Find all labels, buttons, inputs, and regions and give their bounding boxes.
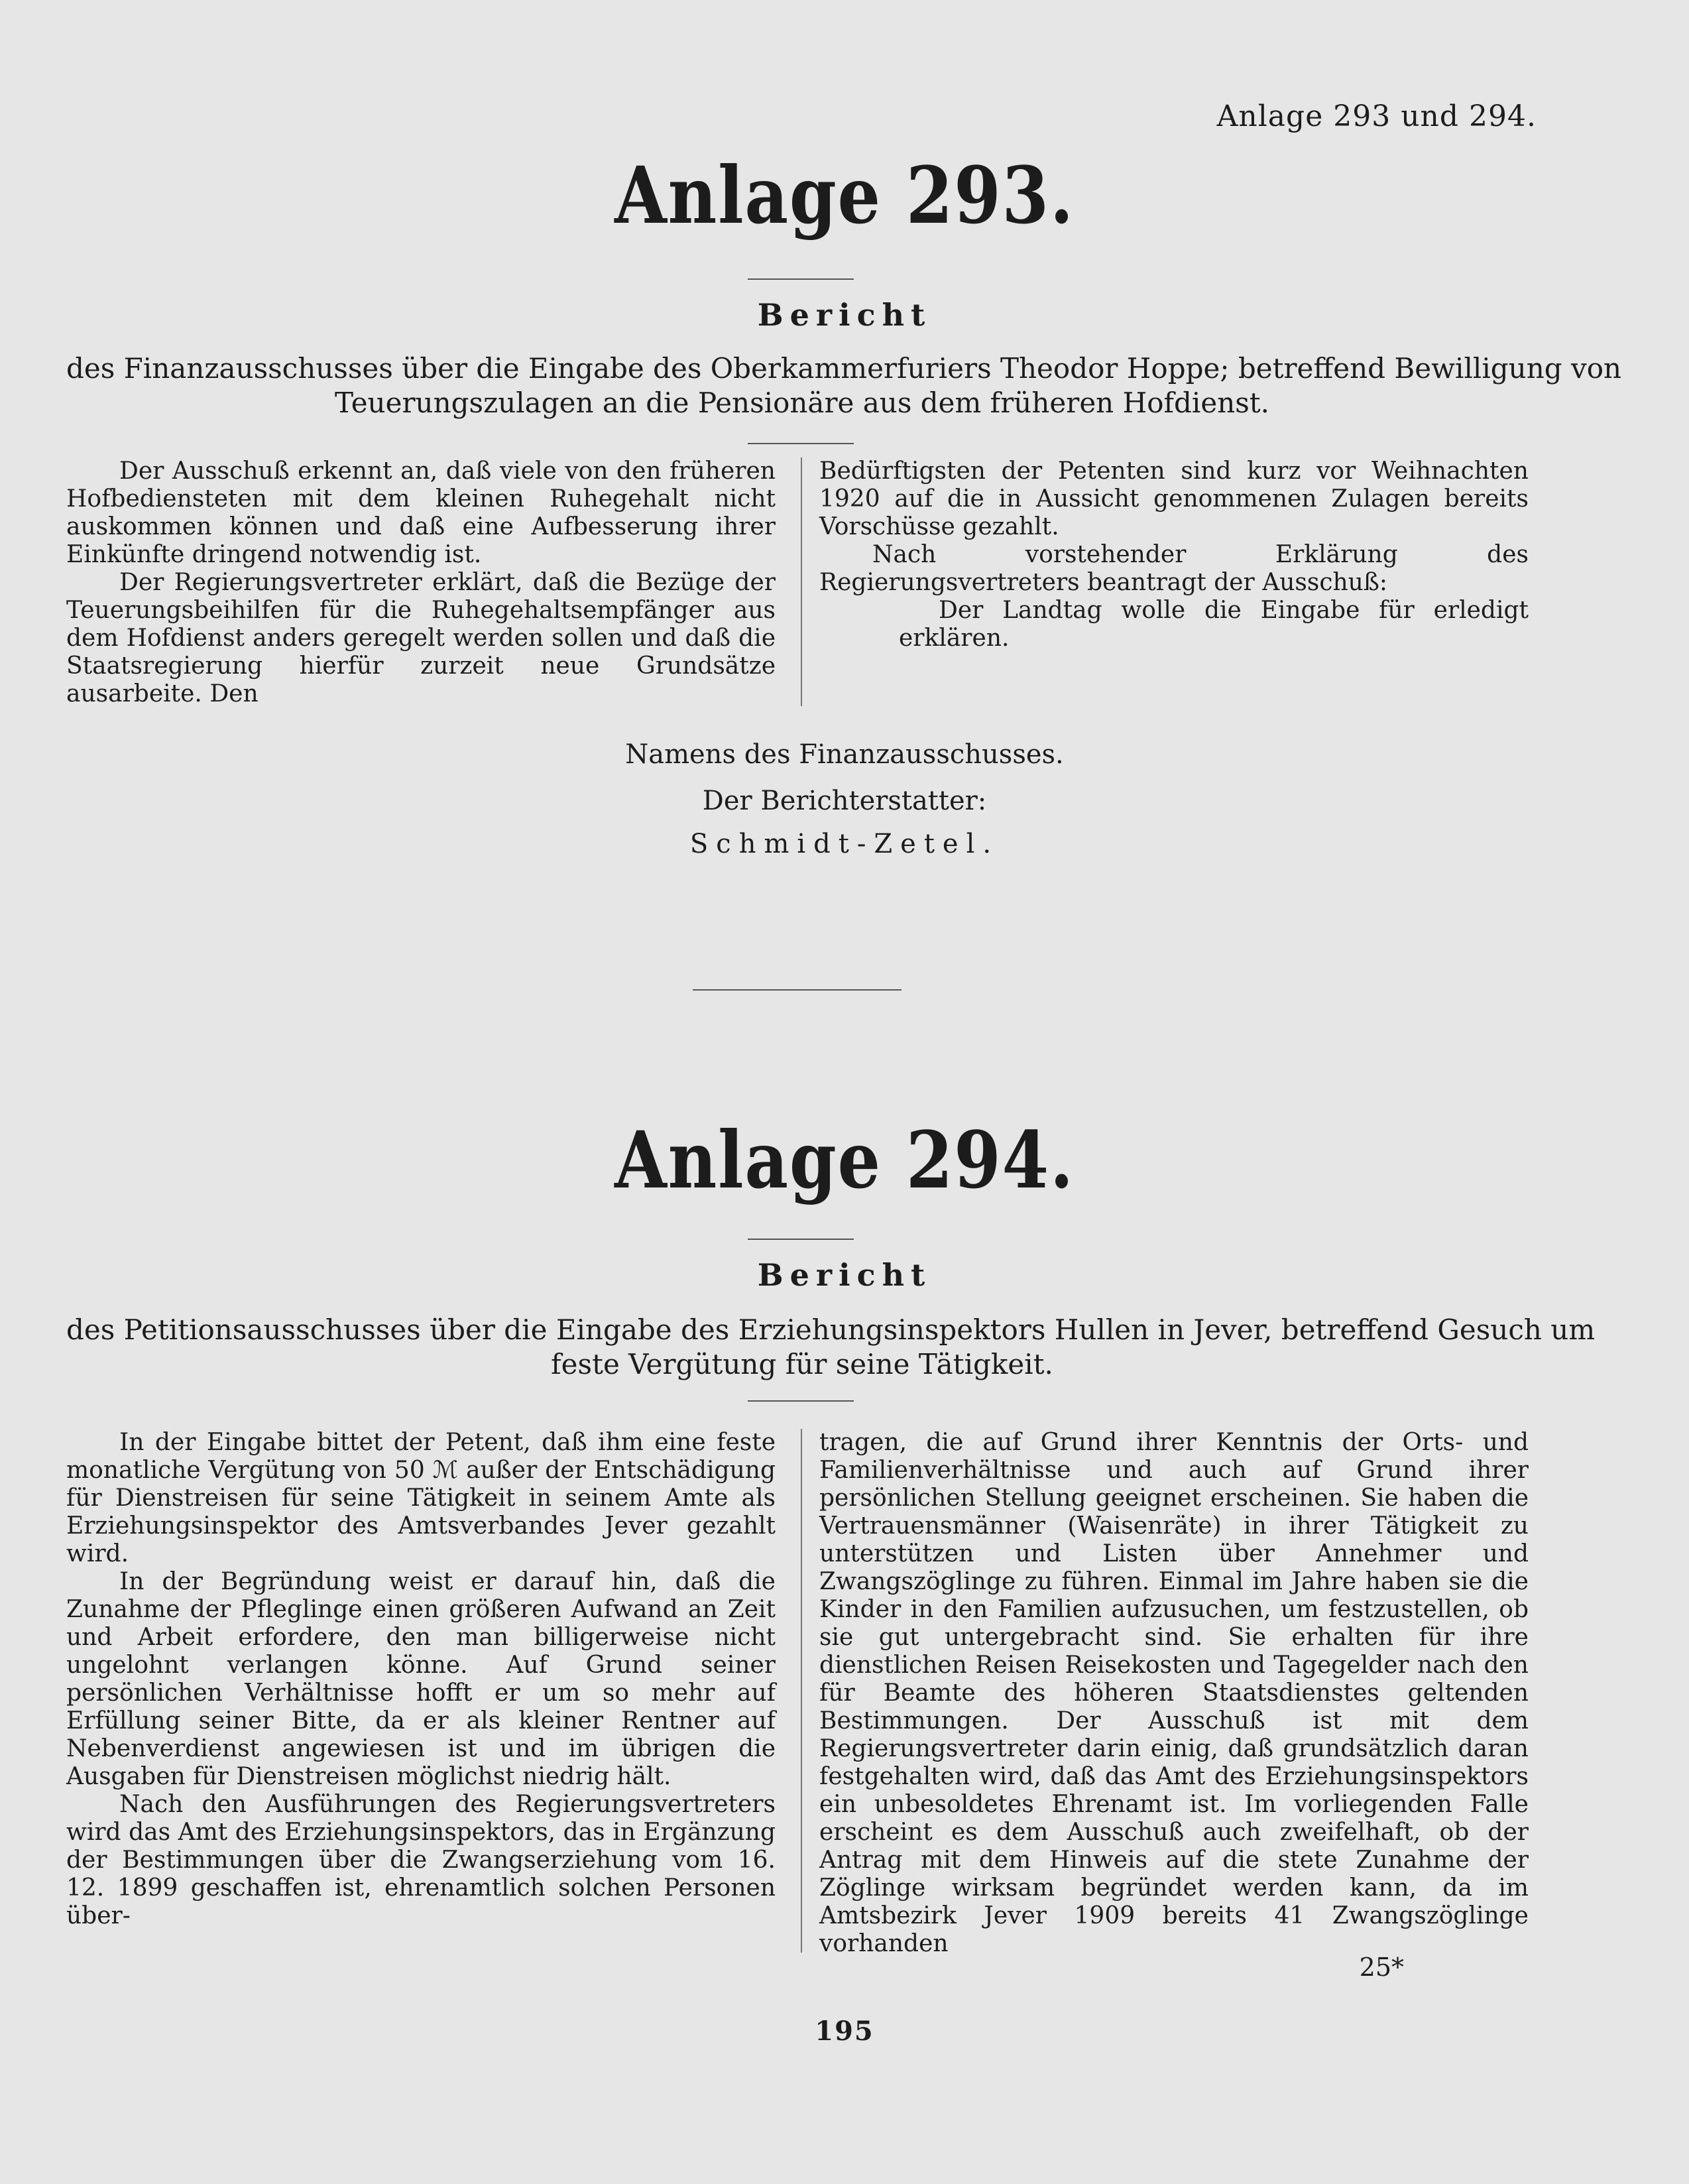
subtitle-line: des Petitionsausschusses über die Eingabe des Erziehungsinspektors Hullen in Jever, betreffend Gesuch um <box>66 1313 1596 1346</box>
anlage-293-bericht-heading: Bericht <box>757 297 932 333</box>
paragraph: Nach den Ausführungen des Regierungsvertreters wird das Amt des Erziehungsinspektors, das in Ergänzung der Bestimmungen über die Zwangserziehung vom 16. 12. 1899 geschaffen ist, ehrenamtlich solchen Personen über- <box>66 1791 776 1929</box>
subtitle-line: des Finanzausschusses über die Eingabe des Oberkammerfuriers Theodor Hoppe; betreffend Bewilligung von <box>66 352 1622 385</box>
signature-name: Schmidt-Zetel. <box>689 829 1000 859</box>
anlage-293-subtitle <box>66 351 1622 420</box>
page-number: 195 <box>815 2016 874 2047</box>
subtitle-line: feste Vergütung für seine Tätigkeit. <box>551 1348 1053 1380</box>
anlage-294-bericht-heading: Bericht <box>757 1257 932 1293</box>
paragraph: In der Begründung weist er darauf hin, daß die Zunahme der Pfleglinge einen größeren Aufwand an Zeit und Arbeit erfordere, den man billigerweise nicht ungelohnt verlangen könne. Auf Grund seiner persönlichen Verhältnisse hofft er um so mehr auf Erfüllung seiner Bitte, da er als kleiner Rentner auf Nebenverdienst angewiesen ist und im übrigen die Ausgaben für Dienstreisen möglichst niedrig hält. <box>66 1568 776 1790</box>
paragraph: Der Ausschuß erkennt an, daß viele von den früheren Hofbediensteten mit dem kleinen Ruhegehalt nicht auskommen können und daß eine Aufbesserung ihrer Einkünfte dringend notwendig ist. <box>66 457 776 568</box>
paragraph: tragen, die auf Grund ihrer Kenntnis der Orts- und Familienverhältnisse und auch auf Grund ihrer persönlichen Stellung geeignet erscheinen. Sie haben die Vertrauensmänner (Waisenräte) in ihrer Tätigkeit zu unterstützen und Listen über Annehmer und Zwangszöglinge zu führen. Einmal im Jahre haben sie die Kinder in den Familien aufzusuchen, um festzustellen, ob sie gut untergebracht sind. Sie erhalten für ihre dienstlichen Reisen Reisekosten und Tagegelder nach den für Beamte des höheren Staatsdienstes geltenden Bestimmungen. Der Ausschuß ist mit dem Regierungsvertreter darin einig, daß grundsätzlich daran festgehalten wird, daß das Amt des Erziehungsinspektors ein unbesoldetes Ehrenamt ist. Im vorliegenden Falle erscheint es dem Ausschuß auch zweifelhaft, ob der Antrag mit dem Hinweis auf die stete Zunahme der Zöglinge wirksam begründet werden kann, da im Amtsbezirk Jever 1909 bereits 41 Zwangszöglinge vorhanden <box>819 1429 1529 1957</box>
anlage-293-left-column <box>66 457 776 708</box>
subtitle-rule <box>748 443 854 444</box>
signature-role: Der Berichterstatter: <box>702 786 987 816</box>
column-divider <box>801 457 802 706</box>
paragraph: Nach vorstehender Erklärung des Regierungsvertreters beantragt der Ausschuß: <box>819 541 1529 596</box>
motion-paragraph: Der Landtag wolle die Eingabe für erledigt erklären. <box>899 597 1529 652</box>
signature-committee: Namens des Finanzausschusses. <box>625 739 1064 770</box>
anlage-294-left-column <box>66 1429 776 1930</box>
anlage-293-title: Anlage 293. <box>614 149 1075 241</box>
title-rule <box>748 278 854 280</box>
column-divider <box>801 1429 802 1953</box>
paragraph: Der Regierungsvertreter erklärt, daß die Bezüge der Teuerungsbeihilfen für die Ruhegehaltsempfänger aus dem Hofdienst anders geregelt werden sollen und daß die Staatsregierung hierfür zurzeit neue Grundsätze ausarbeite. Den <box>66 569 776 707</box>
title-rule <box>748 1239 854 1240</box>
section-divider <box>693 989 902 991</box>
signature-mark: 25* <box>1359 1953 1404 1982</box>
running-head: Anlage 293 und 294. <box>1216 99 1537 133</box>
subtitle-line: Teuerungszulagen an die Pensionäre aus dem früheren Hofdienst. <box>334 387 1270 419</box>
anlage-294-right-column <box>819 1429 1529 1958</box>
paragraph: In der Eingabe bittet der Petent, daß ihm eine feste monatliche Vergütung von 50 ℳ außer der Entschädigung für Dienstreisen für seine Tätigkeit in seinem Amte als Erziehungsinspektor des Amtsverbandes Jever gezahlt wird. <box>66 1429 776 1567</box>
anlage-294-subtitle <box>66 1313 1596 1382</box>
anlage-293-right-column <box>819 457 1529 652</box>
paragraph: Bedürftigsten der Petenten sind kurz vor Weihnachten 1920 auf die in Aussicht genommenen Zulagen bereits Vorschüsse gezahlt. <box>819 457 1529 540</box>
subtitle-rule <box>748 1400 854 1402</box>
anlage-294-title: Anlage 294. <box>614 1114 1075 1206</box>
